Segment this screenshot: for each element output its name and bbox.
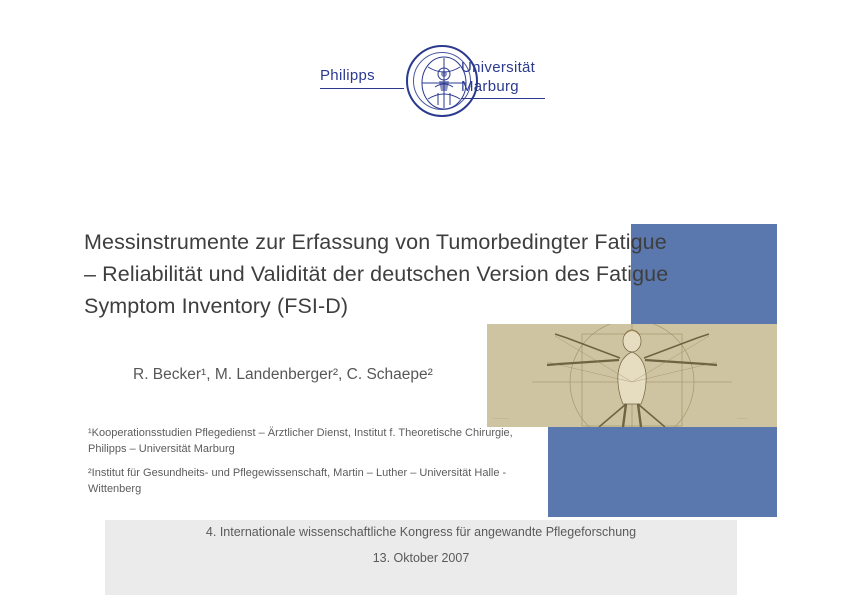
vitruvian-man-illustration (487, 324, 777, 427)
logo-rule-right (461, 98, 545, 99)
footer (105, 520, 737, 595)
svg-text:~~~~~~: ~~~~~~ (493, 417, 510, 422)
page-title: Messinstrumente zur Erfassung von Tumorbedingter Fatigue – Reliabilität und Validität der deutschen Version des Fatigue Symptom Inventory (FSI-D) (84, 230, 669, 318)
logo-word-universitaet-marburg (461, 58, 535, 96)
authors-line: R. Becker¹, M. Landenberger², C. Schaepe² (133, 366, 433, 383)
affiliation-item: ¹Kooperationsstudien Pflegedienst – Ärztlicher Dienst, Institut f. Theoretische Chirurgie, Philipps – Universität Marburg (88, 427, 513, 455)
affiliations (88, 425, 518, 505)
logo-rule-left (320, 88, 404, 89)
footer-congress-title: 4. Internationale wissenschaftliche Kongress für angewandte Pflegeforschung (205, 525, 637, 539)
logo-word-universitaet: Universität (461, 59, 536, 76)
footer-date: 13. Oktober 2007 (372, 551, 470, 565)
affiliation-item: ²Institut für Gesundheits- und Pflegewissenschaft, Martin – Luther – Universität Halle - Wittenberg (88, 467, 507, 495)
logo-word-philipps: Philipps (320, 67, 375, 84)
university-logo (318, 45, 546, 117)
accent-block-bottom-right (548, 424, 777, 517)
logo-word-marburg: Marburg (461, 78, 519, 95)
svg-text:~~~~: ~~~~ (737, 417, 748, 422)
